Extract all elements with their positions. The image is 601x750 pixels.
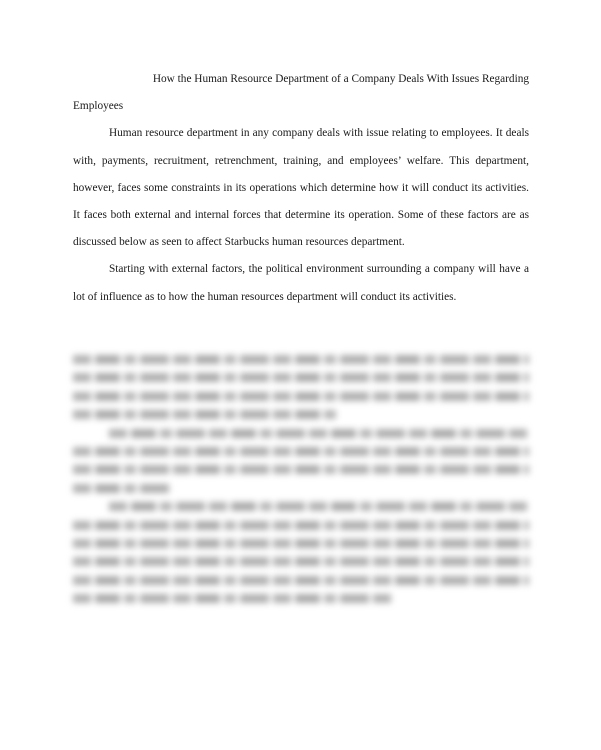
blurred-paragraph	[73, 355, 529, 419]
blurred-line	[73, 392, 529, 401]
blurred-line	[73, 557, 529, 566]
blurred-line	[109, 502, 529, 511]
blurred-paragraph	[73, 429, 529, 493]
blurred-line	[73, 447, 529, 456]
document-title-continuation: Employees	[73, 100, 124, 113]
blurred-line	[109, 429, 529, 438]
blurred-paragraph	[73, 502, 529, 603]
blurred-line	[73, 539, 529, 548]
blurred-line	[73, 576, 529, 585]
document-body	[73, 66, 529, 311]
blurred-line	[73, 465, 529, 474]
blurred-line	[73, 594, 392, 603]
paragraph-intro: Human resource department in any company deals with issue relating to employees. It deals with, payments, recruitment, retrenchment, training, and employees’ welfare. This department, however, faces some constraints in its operations which determine how it will conduct its activities. It faces both external and internal forces that determine its operation. Some of these factors are as discussed below as seen to affect Starbucks human resources department.	[73, 127, 529, 249]
paragraph-external-factors: Starting with external factors, the political environment surrounding a company will have a lot of influence as to how the human resources department will conduct its activities.	[73, 263, 529, 303]
blurred-line	[73, 373, 529, 382]
document-title: How the Human Resource Department of a Company Deals With Issues Regarding	[152, 73, 529, 85]
blurred-line	[73, 521, 529, 530]
blurred-line	[73, 410, 337, 419]
blurred-line	[73, 355, 529, 364]
blurred-preview-text	[73, 346, 529, 750]
blurred-line	[73, 484, 173, 493]
